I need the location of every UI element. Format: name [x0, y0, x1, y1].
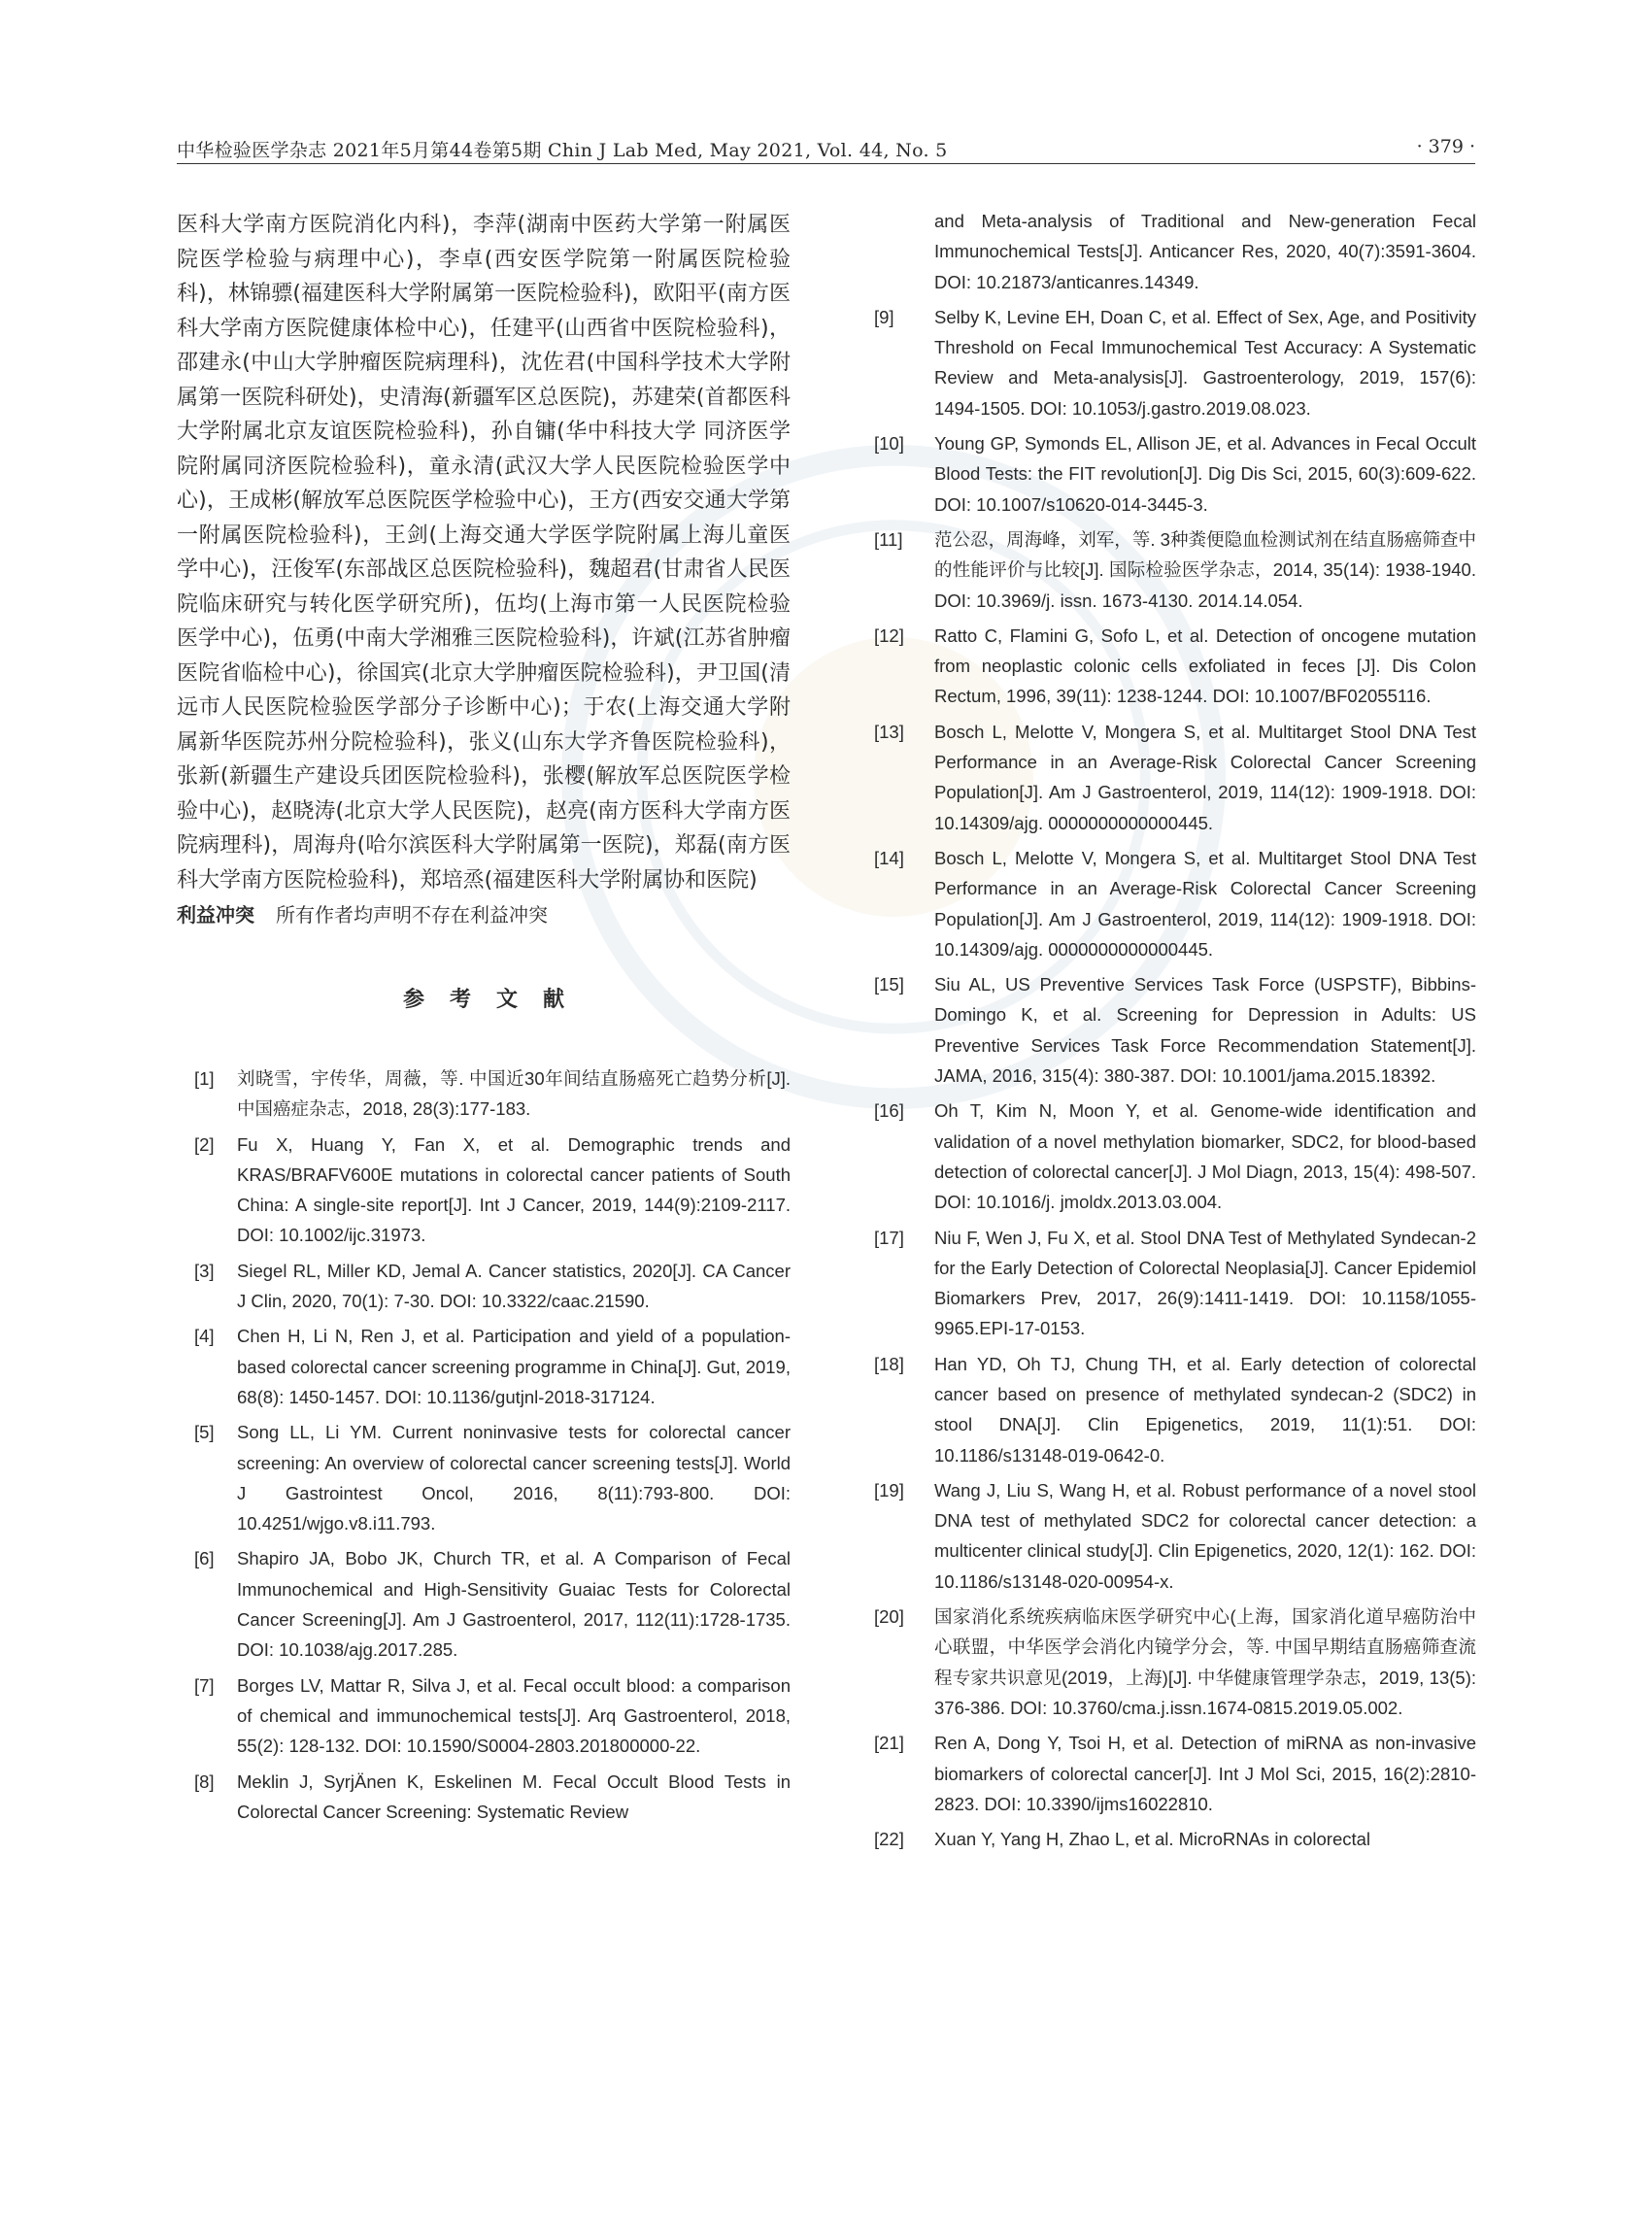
reference-text: Han YD, Oh TJ, Chung TH, et al. Early detection of colorectal cancer based on presence of methylated syndecan-2 (SDC2) in stool DNA[J]. Clin Epigenetics, 2019, 11(1):51. DOI: 10.1186/s13148-019-0642-0. [934, 1353, 1476, 1466]
reference-number: [17] [874, 1227, 904, 1248]
reference-text: Wang J, Liu S, Wang H, et al. Robust performance of a novel stool DNA test of methylated SDC2 for colorectal cancer detection: a multicenter clinical study[J]. Clin Epigenetics, 2020, 12(1): 162. DOI: 10.1186/s13148-020-00954-x. [934, 1479, 1476, 1592]
reference-text: Selby K, Levine EH, Doan C, et al. Effect of Sex, Age, and Positivity Threshold on Fecal Immunochemical Test Accuracy: A Systematic Review and Meta-analysis[J]. Gastroenterology, 2019, 157(6): 1494-1505. DOI: 10.1053/j.gastro.2019.08.023. [934, 306, 1476, 419]
reference-number: [22] [874, 1829, 904, 1850]
reference-item [177, 1321, 791, 1412]
reference-text: Oh T, Kim N, Moon Y, et al. Genome-wide identification and validation of a novel methylation biomarker, SDC2, for blood-based detection of colorectal cancer[J]. J Mol Diagn, 2013, 15(4): 498-507. DOI: 10.1016/j. jmoldx.2013.03.004. [934, 1100, 1476, 1213]
reference-number: [10] [874, 433, 904, 455]
conflict-text: 所有作者均声明不存在利益冲突 [276, 903, 548, 927]
reference-item [874, 717, 1476, 838]
reference-item [874, 843, 1476, 964]
reference-text: Xuan Y, Yang H, Zhao L, et al. MicroRNAs in colorectal [934, 1829, 1371, 1850]
reference-number: [12] [874, 624, 904, 646]
reference-number: [7] [194, 1674, 215, 1696]
conflict-of-interest [177, 899, 791, 930]
reference-number: [21] [874, 1733, 904, 1754]
reference-text: 刘晓雪，宇传华，周薇，等. 中国近30年间结直肠癌死亡趋势分析[J]. 中国癌症杂志，2018, 28(3):177-183. [237, 1068, 791, 1120]
reference-item [874, 621, 1476, 712]
reference-text: 国家消化系统疾病临床医学研究中心(上海，国家消化道早癌防治中心联盟，中华医学会消化内镜学分会，等. 中国早期结直肠癌筛查流程专家共识意见(2019，上海)[J]. 中华健康管理学杂志，2019, 13(5): 376-386. DOI: 10.3760/cma.j.issn.1674-0815.2019.05.002. [934, 1606, 1476, 1718]
reference-item [874, 1349, 1476, 1470]
reference-text: Borges LV, Mattar R, Silva J, et al. Fecal occult blood: a comparison of chemical and immunochemical tests[J]. Arq Gastroenterol, 2018, 55(2): 128-132. DOI: 10.1590/S0004-2803.201800000-22. [237, 1674, 791, 1757]
reference-item [874, 1096, 1476, 1217]
reference-item [874, 969, 1476, 1091]
reference-text: Siu AL, US Preventive Services Task Force (USPSTF), Bibbins-Domingo K, et al. Screening for Depression in Adults: US Preventive Services Task Force Recommendation Statement[J]. JAMA, 2016, 315(4): 380-387. DOI: 10.1001/jama.2015.18392. [934, 974, 1476, 1087]
reference-number [874, 206, 934, 297]
reference-text: Fu X, Huang Y, Fan X, et al. Demographic trends and KRAS/BRAFV600E mutations in colorectal cancer patients of South China: A single-site report[J]. Int J Cancer, 2019, 144(9):2109-2117. DOI: 10.1002/ijc.31973. [237, 1133, 791, 1246]
reference-item [177, 1129, 791, 1251]
reference-item [874, 1728, 1476, 1819]
reference-item [874, 302, 1476, 423]
page-number: · 379 · [1416, 136, 1475, 157]
reference-item [177, 1063, 791, 1125]
reference-list-right [874, 206, 1476, 1854]
reference-text: 范公忍，周海峰，刘军，等. 3种粪便隐血检测试剂在结直肠癌筛查中的性能评价与比较[J]. 国际检验医学杂志，2014, 35(14): 1938-1940. DOI: 10.3969/j. issn. 1673-4130. 2014.14.054. [934, 528, 1476, 611]
reference-number: [13] [874, 721, 904, 742]
reference-item [874, 428, 1476, 520]
reference-number: [14] [874, 847, 904, 868]
reference-text: Siegel RL, Miller KD, Jemal A. Cancer statistics, 2020[J]. CA Cancer J Clin, 2020, 70(1): 7-30. DOI: 10.3322/caac.21590. [237, 1260, 791, 1312]
reference-number: [6] [194, 1548, 215, 1569]
reference-text: Ratto C, Flamini G, Sofo L, et al. Detection of oncogene mutation from neoplastic colonic cells exfoliated in feces [J]. Dis Colon Rectum, 1996, 39(11): 1238-1244. DOI: 10.1007/BF02055116. [934, 624, 1476, 707]
reference-item [177, 1417, 791, 1538]
reference-number: [11] [874, 528, 903, 550]
reference-number: [18] [874, 1353, 904, 1374]
reference-list-left [177, 1063, 791, 1827]
reference-item [874, 1824, 1476, 1854]
reference-item [874, 524, 1476, 616]
reference-number: [9] [874, 306, 894, 327]
reference-number: [4] [194, 1326, 215, 1347]
reference-item [874, 1475, 1476, 1597]
reference-text: and Meta-analysis of Traditional and New-generation Fecal Immunochemical Tests[J]. Anticancer Res, 2020, 40(7):3591-3604. DOI: 10.21873/anticanres.14349. [934, 211, 1476, 292]
journal-citation: 中华检验医学杂志 2021年5月第44卷第5期 Chin J Lab Med, May 2021, Vol. 44, No. 5 [177, 140, 948, 161]
reference-number: [20] [874, 1606, 904, 1628]
reference-number: [2] [194, 1133, 215, 1155]
reference-item [177, 1256, 791, 1317]
running-header [177, 134, 1475, 164]
acknowledgement-text: 医科大学南方医院消化内科)，李萍(湖南中医药大学第一附属医院医学检验与病理中心)，李卓(西安医学院第一附属医院检验科)，林锦骠(福建医科大学附属第一医院检验科)，欧阳平(南方医科大学南方医院健康体检中心)，任建平(山西省中医院检验科)，邵建永(中山大学肿瘤医院病理科)，沈佐君(中国科学技术大学附属第一医院科研处)，史清海(新疆军区总医院)，苏建荣(首都医科大学附属北京友谊医院检验科)，孙自镛(华中科技大学 同济医学院附属同济医院检验科)，童永清(武汉大学人民医院检验医学中心)，王成彬(解放军总医院医学检验中心)，王方(西安交通大学第一附属医院检验科)，王剑(上海交通大学医学院附属上海儿童医学中心)，汪俊军(东部战区总医院检验科)，魏超君(甘肃省人民医院临床研究与转化医学研究所)，伍均(上海市第一人民医院检验医学中心)，伍勇(中南大学湘雅三医院检验科)，许斌(江苏省肿瘤医院省临检中心)，徐国宾(北京大学肿瘤医院检验科)，尹卫国(清远市人民医院检验医学部分子诊断中心)；于农(上海交通大学附属新华医院苏州分院检验科)，张义(山东大学齐鲁医院检验科)，张新(新疆生产建设兵团医院检验科)，张樱(解放军总医院医学检验中心)，赵晓涛(北京大学人民医院)，赵亮(南方医科大学南方医院病理科)，周海舟(哈尔滨医科大学附属第一医院)，郑磊(南方医科大学南方医院检验科)，郑培烝(福建医科大学附属协和医院) [177, 213, 791, 893]
reference-number: [19] [874, 1479, 904, 1500]
reference-text: Shapiro JA, Bobo JK, Church TR, et al. A Comparison of Fecal Immunochemical and High-Sensitivity Guaiac Tests for Colorectal Cancer Screening[J]. Am J Gastroenterol, 2017, 112(11):1728-1735. DOI: 10.1038/ajg.2017.285. [237, 1548, 791, 1661]
reference-item [177, 1670, 791, 1762]
reference-item [177, 1543, 791, 1665]
left-column [177, 204, 791, 1832]
reference-text: Bosch L, Melotte V, Mongera S, et al. Multitarget Stool DNA Test Performance in an Average-Risk Colorectal Cancer Screening Population[J]. Am J Gastroenterol, 2019, 114(12): 1909-1918. DOI: 10.14309/ajg. 0000000000000445. [934, 847, 1476, 960]
reference-item [177, 1767, 791, 1828]
reference-item [874, 206, 1476, 297]
reference-text: Bosch L, Melotte V, Mongera S, et al. Multitarget Stool DNA Test Performance in an Average-Risk Colorectal Cancer Screening Population[J]. Am J Gastroenterol, 2019, 114(12): 1909-1918. DOI: 10.14309/ajg. 0000000000000445. [934, 721, 1476, 833]
reference-item [874, 1223, 1476, 1344]
reference-text: Niu F, Wen J, Fu X, et al. Stool DNA Test of Methylated Syndecan-2 for the Early Detection of Colorectal Neoplasia[J]. Cancer Epidemiol Biomarkers Prev, 2017, 26(9):1411-1419. DOI: 10.1158/1055-9965.EPI-17-0153. [934, 1227, 1476, 1339]
reference-number: [3] [194, 1260, 215, 1281]
references-heading: 参考文献 [402, 988, 590, 1012]
reference-text: Meklin J, SyrjÄnen K, Eskelinen M. Fecal Occult Blood Tests in Colorectal Cancer Screening: Systematic Review [237, 1770, 791, 1822]
reference-text: Song LL, Li YM. Current noninvasive tests for colorectal cancer screening: An overview of colorectal cancer screening tests[J]. World J Gastrointest Oncol, 2016, 8(11):793-800. DOI: 10.4251/wjgo.v8.i11.793. [237, 1422, 791, 1534]
reference-number: [16] [874, 1100, 904, 1122]
reference-number: [15] [874, 974, 904, 995]
right-column [874, 206, 1476, 1859]
reference-text: Ren A, Dong Y, Tsoi H, et al. Detection of miRNA as non-invasive biomarkers of colorectal cancer[J]. Int J Mol Sci, 2015, 16(2):2810-2823. DOI: 10.3390/ijms16022810. [934, 1733, 1476, 1814]
reference-number: [1] [194, 1068, 215, 1089]
conflict-label: 利益冲突 [177, 903, 254, 927]
reference-number: [5] [194, 1422, 215, 1443]
reference-number: [8] [194, 1770, 215, 1792]
reference-text: Chen H, Li N, Ren J, et al. Participation and yield of a population-based colorectal cancer screening programme in China[J]. Gut, 2019, 68(8): 1450-1457. DOI: 10.1136/gutjnl-2018-317124. [237, 1326, 791, 1407]
reference-item [874, 1601, 1476, 1723]
reference-text: Young GP, Symonds EL, Allison JE, et al. Advances in Fecal Occult Blood Tests: the FIT revolution[J]. Dig Dis Sci, 2015, 60(3):609-622. DOI: 10.1007/s10620-014-3445-3. [934, 433, 1476, 515]
